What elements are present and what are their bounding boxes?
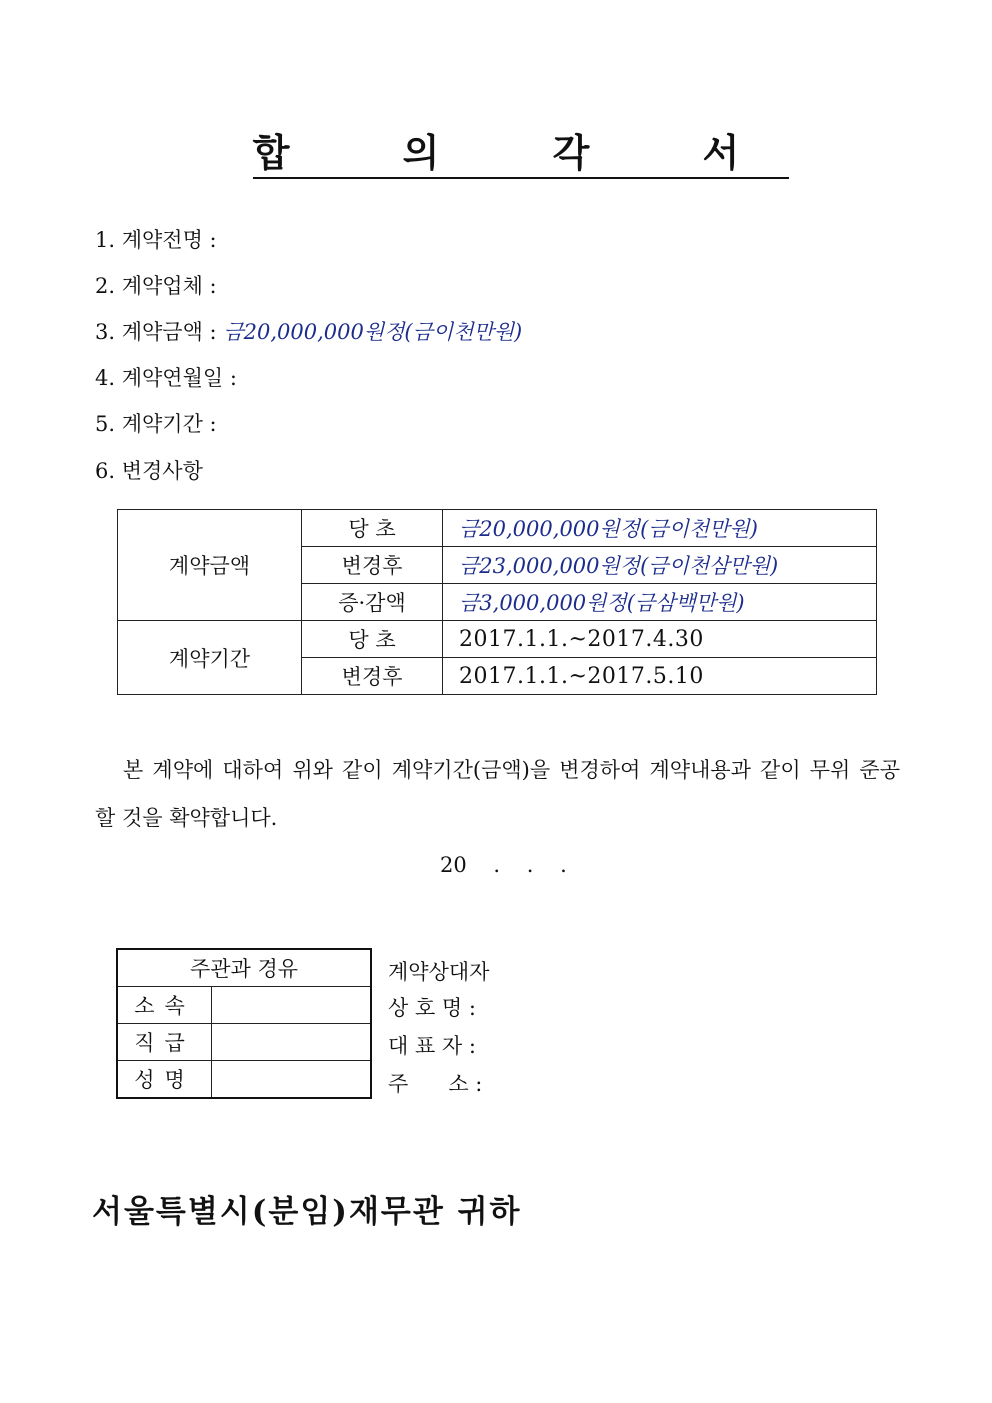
row-value: 금23,000,000원정(금이천삼만원) — [443, 547, 877, 584]
affiliation-field[interactable] — [212, 987, 372, 1024]
row-label: 변경후 — [302, 658, 443, 695]
table-row — [117, 1024, 371, 1061]
name-field[interactable] — [212, 1061, 372, 1099]
party-representative-label: 대 표 자 : — [388, 1034, 476, 1058]
item-contract-name: 1. 계약전명 : — [95, 228, 217, 252]
name-label: 성명 — [117, 1061, 212, 1099]
supervising-dept-table — [116, 948, 372, 1099]
row-value: 금3,000,000원정(금삼백만원) — [443, 584, 877, 621]
change-table — [117, 509, 877, 695]
period-group-label: 계약기간 — [118, 621, 302, 695]
paragraph-line-2: 할 것을 확약합니다. — [95, 806, 278, 830]
row-label: 당 초 — [302, 510, 443, 547]
item-changes: 6. 변경사항 — [95, 459, 203, 483]
item-contractor: 2. 계약업체 : — [95, 274, 217, 298]
sign-table-header: 주관과 경유 — [117, 949, 371, 987]
party-heading: 계약상대자 — [388, 960, 490, 984]
date-line: 20 . . . — [440, 853, 567, 877]
row-label: 증·감액 — [302, 584, 443, 621]
row-value: 2017.1.1.~2017.4.30 — [443, 621, 877, 658]
item-contract-amount: 3. 계약금액 : 금20,000,000원정(금이천만원) — [95, 320, 523, 344]
affiliation-label: 소속 — [117, 987, 212, 1024]
item-contract-period: 5. 계약기간 : — [95, 412, 217, 436]
party-address-label: 주 소 : — [388, 1072, 483, 1096]
row-value: 2017.1.1.~2017.5.10 — [443, 658, 877, 695]
table-row — [118, 510, 877, 547]
amount-group-label: 계약금액 — [118, 510, 302, 621]
row-label: 당 초 — [302, 621, 443, 658]
row-label: 변경후 — [302, 547, 443, 584]
table-row — [118, 621, 877, 658]
party-company-name-label: 상 호 명 : — [388, 996, 476, 1020]
table-row — [117, 987, 371, 1024]
addressee: 서울특별시(분임)재무관 귀하 — [92, 1194, 522, 1230]
paragraph-line-1: 본 계약에 대하여 위와 같이 계약기간(금액)을 변경하여 계약내용과 같이 무위 준공 — [123, 758, 900, 782]
rank-label: 직급 — [117, 1024, 212, 1061]
document-title: 합 의 각 서 — [0, 122, 992, 177]
table-row — [117, 949, 371, 987]
row-value: 금20,000,000원정(금이천만원) — [443, 510, 877, 547]
item-contract-date: 4. 계약연월일 : — [95, 366, 237, 390]
agreement-paragraph — [95, 746, 900, 842]
table-row — [117, 1061, 371, 1099]
rank-field[interactable] — [212, 1024, 372, 1061]
